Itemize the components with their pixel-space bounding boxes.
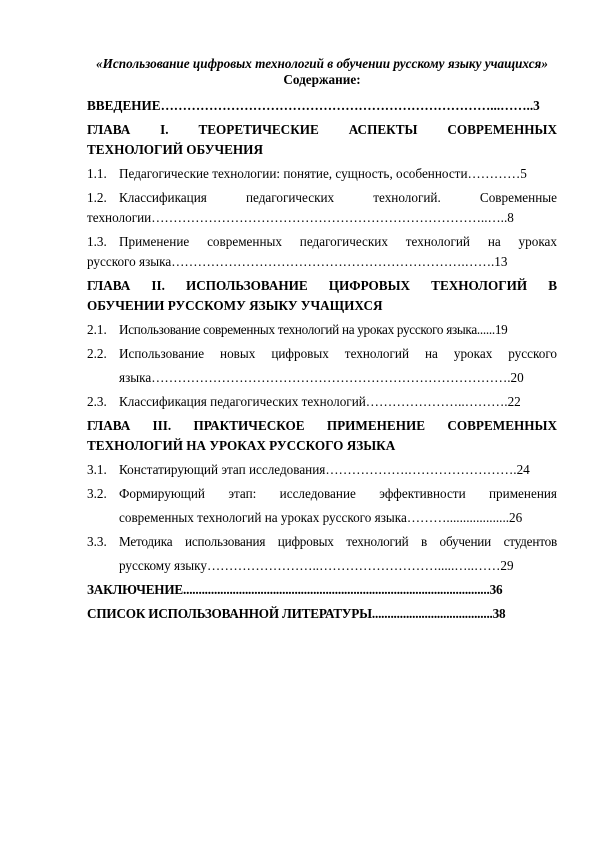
section-title-cont: русскому языку……………………..……………………….....…..……29 [119, 558, 514, 573]
toc-section-3-3 [87, 532, 557, 576]
document-title: «Использование цифровых технологий в обучении русскому языку учащихся» [96, 56, 548, 71]
toc-chapter-1: ГЛАВА I. ТЕОРЕТИЧЕСКИЕ АСПЕКТЫ СОВРЕМЕННЫХ [87, 122, 557, 137]
document-page [87, 56, 557, 628]
section-number: 3.1. [87, 462, 107, 477]
toc-section-2-1 [87, 320, 557, 340]
toc-section-1-1 [87, 164, 557, 184]
section-title: Методика использования цифровых технологий в обучении студентов [119, 534, 557, 549]
section-title-cont: языка……………………………………………………………………….20 [119, 370, 524, 385]
section-number: 3.3. [87, 534, 107, 549]
section-title: Использование современных технологий на уроках русского языка......19 [119, 322, 508, 337]
toc-chapter-3-cont: ТЕХНОЛОГИЙ НА УРОКАХ РУССКОГО ЯЗЫКА [87, 438, 396, 453]
toc-chapter-2: ГЛАВА II. ИСПОЛЬЗОВАНИЕ ЦИФРОВЫХ ТЕХНОЛОГИЙ В [87, 278, 557, 293]
toc-section-1-2-cont: технологии…………………………………………………………………..…..8 [87, 210, 514, 225]
toc-section-2-3 [87, 392, 557, 412]
toc-section-1-3-cont: русского языка………………………………………………………….…….13 [87, 254, 508, 269]
toc-chapter-1-cont: ТЕХНОЛОГИЙ ОБУЧЕНИЯ [87, 142, 263, 157]
section-number: 1.1. [87, 166, 107, 181]
section-title-cont: современных технологий на уроках русского языка………...................26 [119, 510, 523, 525]
section-title: Применение современных педагогических технологий на уроках [119, 234, 557, 249]
toc-references: СПИСОК ИСПОЛЬЗОВАННОЙ ЛИТЕРАТУРЫ.......................................38 [87, 606, 506, 621]
toc-intro: ВВЕДЕНИЕ…………………………………………………………………...……..3 [87, 98, 540, 113]
toc-chapter-2-cont: ОБУЧЕНИИ РУССКОМУ ЯЗЫКУ УЧАЩИХСЯ [87, 298, 383, 313]
section-title: Формирующий этап: исследование эффективности применения [119, 486, 557, 501]
section-title: Классификация педагогических технологий…………………..……….22 [119, 394, 521, 409]
toc-section-1-2 [87, 188, 557, 208]
section-title: Классификация педагогических технологий. Современные [119, 190, 557, 205]
toc-section-3-1 [87, 460, 557, 480]
toc-section-1-3 [87, 232, 557, 252]
toc-conclusion: ЗАКЛЮЧЕНИЕ...................................................................................................36 [87, 582, 503, 597]
section-number: 1.2. [87, 190, 107, 205]
section-title: Использование новых цифровых технологий на уроках русского [119, 346, 557, 361]
section-title: Констатирующий этап исследования……………….…………………….24 [119, 462, 530, 477]
section-title: Педагогические технологии: понятие, сущность, особенности…………5 [119, 166, 527, 181]
section-number: 1.3. [87, 234, 107, 249]
section-number: 2.1. [87, 322, 107, 337]
toc-section-2-2 [87, 344, 557, 388]
toc-chapter-3: ГЛАВА III. ПРАКТИЧЕСКОЕ ПРИМЕНЕНИЕ СОВРЕМЕННЫХ [87, 418, 557, 433]
section-number: 2.3. [87, 394, 107, 409]
toc-section-3-2 [87, 484, 557, 528]
section-number: 3.2. [87, 486, 107, 501]
contents-heading: Содержание: [283, 72, 361, 87]
section-number: 2.2. [87, 346, 107, 361]
